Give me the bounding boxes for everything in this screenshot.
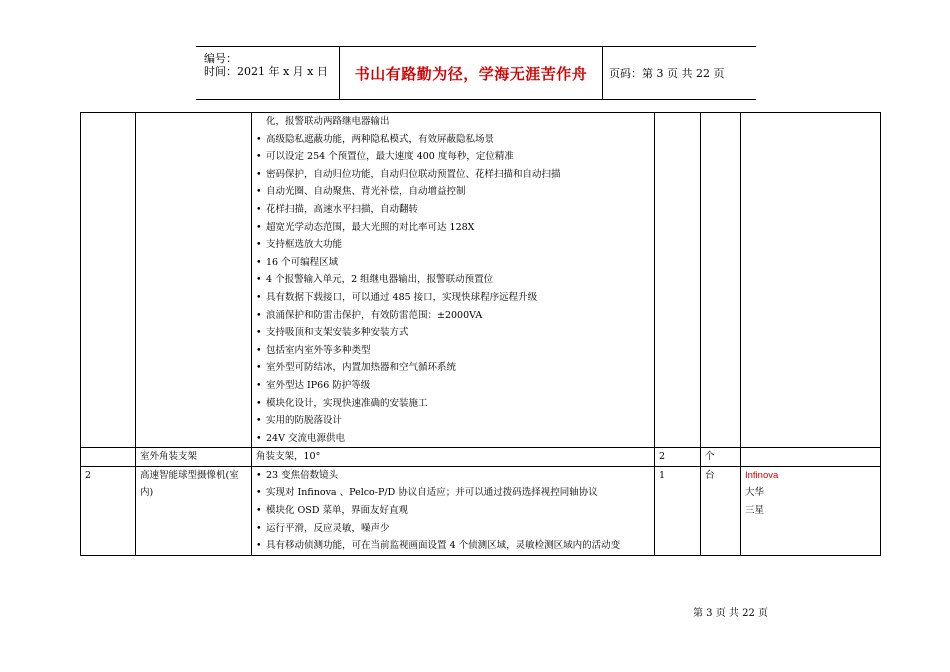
cell-unit: 台 — [701, 466, 741, 555]
list-item: • 超宽光学动态范围，最大光照的对比率可达 128X — [256, 219, 650, 237]
list-item: • 高级隐私遮蔽功能，两种隐私模式，有效屏蔽隐私场景 — [256, 131, 650, 149]
list-item: • 浪涌保护和防雷击保护，有效防雷范围：±2000VA — [256, 307, 650, 325]
list-item: • 4 个报警输入单元，2 组继电器输出，报警联动预置位 — [256, 271, 650, 289]
cell-spec: 角装支架，10° — [252, 448, 655, 467]
cell-no — [81, 113, 136, 448]
brand-infinova: Infinova — [745, 469, 779, 481]
header-slogan-cell — [340, 47, 603, 99]
table-row — [81, 113, 881, 448]
number-label: 编号： — [204, 52, 237, 65]
list-item: 化，报警联动两路继电器输出 — [266, 116, 390, 127]
list-item: • 支持框选放大功能 — [256, 236, 650, 254]
table-row — [81, 448, 881, 467]
cell-name: 高速智能球型摄像机(室内) — [136, 466, 252, 555]
list-item: • 实现对 Infinova 、Pelco-P/D 协议自适应；并可以通过拨码选择视控同轴协议 — [256, 484, 650, 502]
brand-samsung: 三星 — [745, 505, 765, 517]
list-item: • 室外型达 IP66 防护等级 — [256, 377, 650, 395]
list-item: • 包括室内室外等多种类型 — [256, 342, 650, 360]
spec-table — [80, 112, 881, 556]
list-item: • 运行平滑，反应灵敏，噪声少 — [256, 520, 650, 538]
table-row — [81, 466, 881, 555]
brand-dahua: 大华 — [745, 487, 765, 499]
cell-spec — [252, 113, 655, 448]
spec-list — [256, 113, 650, 447]
cell-no: 2 — [81, 466, 136, 555]
cell-unit: 个 — [701, 448, 741, 467]
spec-list — [256, 467, 650, 555]
list-item: • 具有数据下载接口，可以通过 485 接口，实现快球程序远程升级 — [256, 289, 650, 307]
cell-unit — [701, 113, 741, 448]
list-item: • 室外型可防结冰，内置加热器和空气循环系统 — [256, 359, 650, 377]
cell-brand — [741, 113, 881, 448]
cell-qty: 1 — [655, 466, 701, 555]
cell-qty: 2 — [655, 448, 701, 467]
date-label: 时间：2021 年 x 月 x 日 — [204, 65, 328, 78]
list-item: • 可以设定 254 个预置位，最大速度 400 度每秒，定位精准 — [256, 148, 650, 166]
header-page-cell — [603, 47, 756, 99]
list-item: • 实用的防脱落设计 — [256, 412, 650, 430]
list-item: • 具有移动侦测功能，可在当前监视画面设置 4 个侦测区域，灵敏检测区域内的活动变 — [256, 537, 650, 555]
cell-brand — [741, 466, 881, 555]
header-meta — [196, 47, 340, 99]
list-item: • 23 变焦倍数镜头 — [256, 467, 650, 485]
page-header — [196, 46, 756, 100]
list-item: • 模块化 OSD 菜单，界面友好直观 — [256, 502, 650, 520]
page-footer: 第 3 页 共 22 页 — [693, 608, 768, 619]
cell-brand — [741, 448, 881, 467]
cell-qty — [655, 113, 701, 448]
list-item: • 模块化设计，实现快速准确的安装施工 — [256, 395, 650, 413]
page-label: 页码：第 3 页 共 22 页 — [609, 67, 725, 80]
list-item: • 密码保护，自动归位功能，自动归位联动预置位、花样扫描和自动扫描 — [256, 166, 650, 184]
cell-no — [81, 448, 136, 467]
cell-name: 室外角装支架 — [136, 448, 252, 467]
list-item: • 自动光圈、自动聚焦、背光补偿，自动增益控制 — [256, 183, 650, 201]
list-item: • 16 个可编程区域 — [256, 254, 650, 272]
cell-spec — [252, 466, 655, 555]
list-item: • 花样扫描，高速水平扫描，自动翻转 — [256, 201, 650, 219]
slogan: 书山有路勤为径，学海无涯苦作舟 — [354, 64, 588, 83]
list-item: • 24V 交流电源供电 — [256, 430, 650, 448]
list-item: • 支持吸顶和支架安装多种安装方式 — [256, 324, 650, 342]
cell-name — [136, 113, 252, 448]
